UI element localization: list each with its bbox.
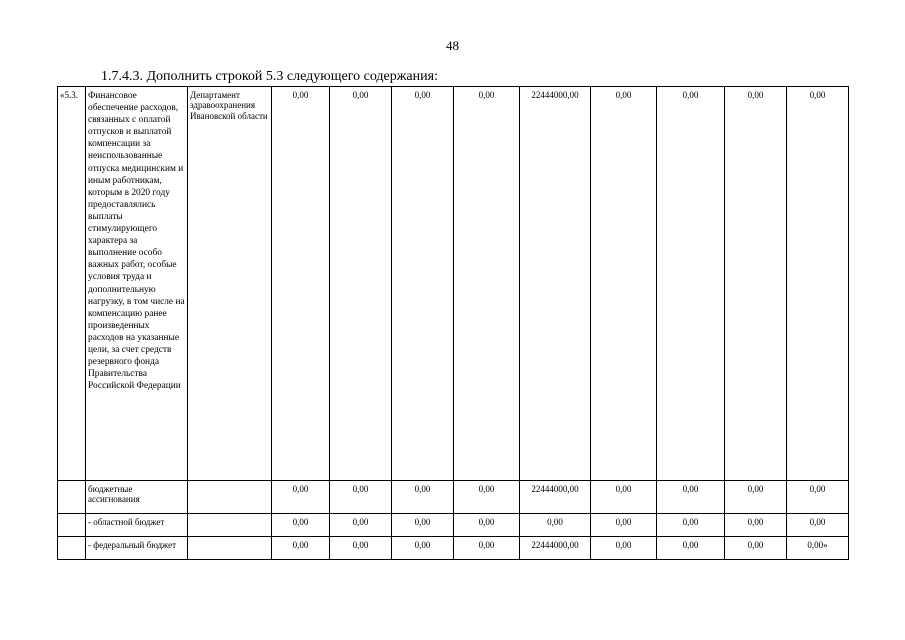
value-cell: 0,00 (725, 514, 787, 537)
value-cell: 0,00 (725, 537, 787, 560)
value-cell: 0,00 (725, 87, 787, 481)
row-name: Финансовое обеспечение расходов, связанных с оплатой отпусков и выплатой компенсации за неиспользованные отпуска медицинским и иным работникам, которым в 2020 году предоставлялись выплаты стимулирующего характера за выполнение особо важных работ, особые условия труда и дополнительную нагрузку, в том числе на компенсацию ранее произведенных расходов на указанные цели, за счет средств резервного фонда Правительства Российской Федерации (86, 87, 188, 481)
page-number: 48 (446, 38, 459, 53)
value-cell: 0,00 (454, 87, 520, 481)
value-cell: 0,00 (520, 514, 591, 537)
value-cell: 0,00 (657, 87, 725, 481)
row-number (58, 537, 86, 560)
value-cell: 0,00 (787, 514, 849, 537)
value-cell: 0,00 (392, 514, 454, 537)
value-cell: 0,00 (330, 537, 392, 560)
value-cell: 0,00 (454, 514, 520, 537)
value-cell: 0,00 (454, 537, 520, 560)
row-number: «5.3. (58, 87, 86, 481)
value-cell: 0,00 (591, 514, 657, 537)
table-row (58, 87, 849, 481)
row-number (58, 481, 86, 514)
value-cell: 0,00 (272, 514, 330, 537)
value-cell: 0,00 (330, 87, 392, 481)
value-cell: 0,00 (591, 87, 657, 481)
value-cell: 0,00 (657, 514, 725, 537)
value-cell: 0,00 (657, 537, 725, 560)
value-cell: 0,00 (392, 481, 454, 514)
value-cell: 0,00 (330, 481, 392, 514)
value-cell: 22444000,00 (520, 537, 591, 560)
row-name: - федеральный бюджет (86, 537, 188, 560)
row-executor (188, 514, 272, 537)
value-cell: 0,00 (272, 481, 330, 514)
value-cell: 0,00» (787, 537, 849, 560)
value-cell: 0,00 (787, 87, 849, 481)
value-cell: 22444000,00 (520, 481, 591, 514)
value-cell: 0,00 (725, 481, 787, 514)
row-name: бюджетные ассигнования (86, 481, 188, 514)
budget-table (57, 86, 849, 560)
value-cell: 0,00 (392, 87, 454, 481)
value-cell: 0,00 (787, 481, 849, 514)
table-row (58, 481, 849, 514)
value-cell: 0,00 (272, 87, 330, 481)
value-cell: 0,00 (591, 481, 657, 514)
row-number (58, 514, 86, 537)
row-executor (188, 537, 272, 560)
instruction-heading: 1.7.4.3. Дополнить строкой 5.3 следующего содержания: (101, 69, 438, 84)
value-cell: 0,00 (591, 537, 657, 560)
value-cell: 0,00 (657, 481, 725, 514)
row-executor (188, 481, 272, 514)
table-row (58, 537, 849, 560)
row-executor: Департамент здравоохранения Ивановской области (188, 87, 272, 481)
value-cell: 22444000,00 (520, 87, 591, 481)
value-cell: 0,00 (392, 537, 454, 560)
value-cell: 0,00 (272, 537, 330, 560)
value-cell: 0,00 (454, 481, 520, 514)
table-row (58, 514, 849, 537)
value-cell: 0,00 (330, 514, 392, 537)
row-name: - областной бюджет (86, 514, 188, 537)
